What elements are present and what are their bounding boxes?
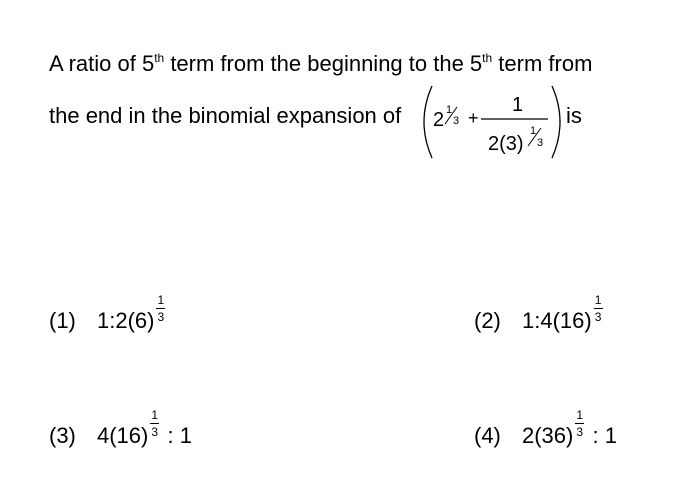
base-two: 2: [433, 109, 445, 131]
exponent-bar: [150, 423, 159, 424]
option-number: (4): [474, 423, 501, 448]
exponent-denominator: 3: [576, 425, 584, 439]
exponent-denominator: 3: [151, 425, 159, 439]
question-line-1: [49, 51, 592, 77]
exponent-denominator: 3: [157, 310, 165, 324]
option-suffix: : 1: [161, 423, 192, 448]
exponent-bar: [594, 308, 603, 309]
exponent-fraction: [149, 409, 161, 439]
question-line-2: [49, 103, 401, 129]
exponent-bar: [575, 423, 584, 424]
option-value: 4(16): [97, 423, 149, 448]
option-2[interactable]: [474, 294, 605, 334]
question-text-part: the end in the binomial expansion of: [49, 103, 402, 128]
left-parenthesis: [424, 86, 432, 158]
exponent-numerator: 1: [157, 293, 165, 307]
option-value: 1:4(16): [522, 308, 592, 333]
question-text-is: is: [566, 103, 582, 128]
exponent-numerator: 1: [151, 408, 159, 422]
exponent-fraction: [574, 409, 586, 439]
exponent-denominator: 3: [453, 115, 460, 127]
option-4[interactable]: [474, 409, 617, 449]
option-number: (1): [49, 308, 76, 333]
option-3[interactable]: [49, 409, 192, 449]
exponent-fraction: [155, 294, 167, 324]
binomial-expression: [418, 84, 566, 160]
ordinal-suffix: th: [482, 51, 493, 65]
plus-sign: +: [468, 108, 479, 128]
fraction-denominator: 2(3): [488, 133, 524, 155]
exponent-numerator: 1: [530, 125, 537, 137]
exponent-numerator: 1: [446, 104, 453, 116]
exponent-numerator: 1: [576, 408, 584, 422]
exponent-denominator: 3: [594, 310, 602, 324]
exponent-denominator: 3: [537, 137, 544, 149]
fraction-numerator: 1: [512, 94, 524, 116]
option-value: 2(36): [522, 423, 574, 448]
question-text-part: A ratio of 5: [49, 51, 155, 76]
option-value: 1:2(6): [97, 308, 155, 333]
question-text-part: term from: [492, 51, 593, 76]
option-suffix: : 1: [586, 423, 617, 448]
option-number: (3): [49, 423, 76, 448]
option-number: (2): [474, 308, 501, 333]
ordinal-suffix: th: [154, 51, 165, 65]
option-1[interactable]: [49, 294, 167, 334]
exponent-fraction: [593, 294, 605, 324]
question-text-part: term from the beginning to the 5: [164, 51, 483, 76]
exponent-bar: [156, 308, 165, 309]
exponent-numerator: 1: [594, 293, 602, 307]
right-parenthesis: [552, 86, 560, 158]
